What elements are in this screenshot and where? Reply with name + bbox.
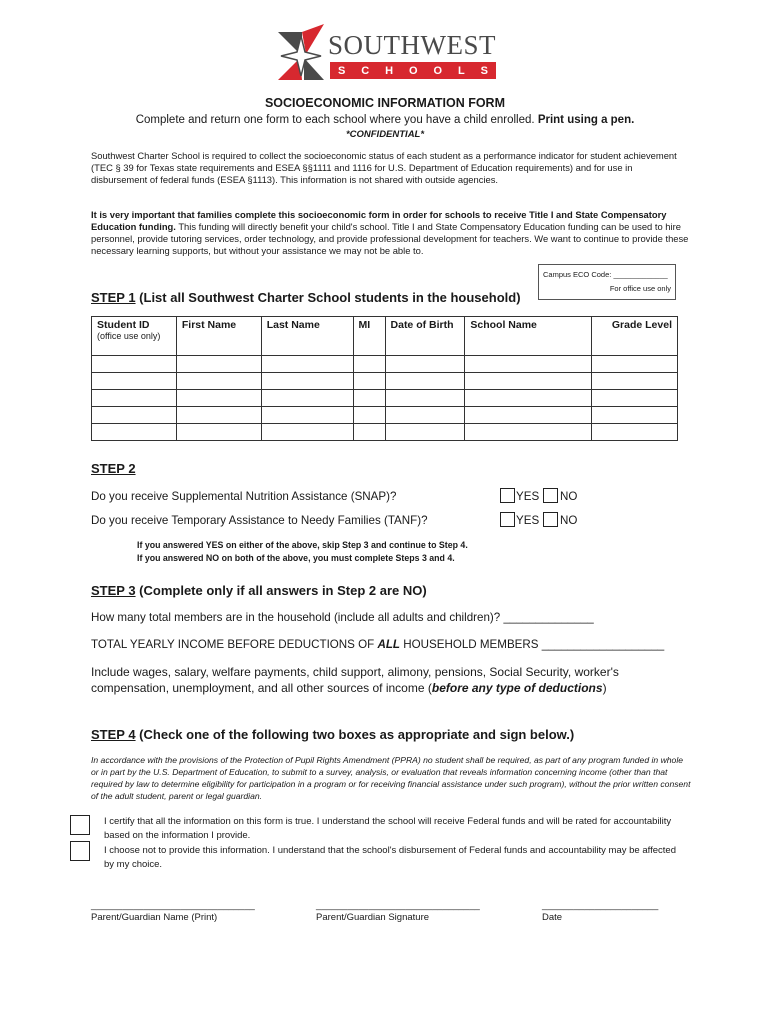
table-row xyxy=(92,407,678,424)
guardian-name-label: Parent/Guardian Name (Print) xyxy=(91,912,218,923)
logo-letter: S xyxy=(480,64,488,77)
table-row xyxy=(92,373,678,390)
table-cell[interactable] xyxy=(385,407,465,424)
table-cell[interactable] xyxy=(465,373,592,390)
step2-heading xyxy=(91,461,136,476)
table-cell[interactable] xyxy=(261,407,353,424)
household-income-field[interactable] xyxy=(91,638,664,651)
office-use-note: (office use only) xyxy=(97,331,161,341)
certify-option-text: I certify that all the information on this form is true. I understand the school will receive Federal funds and will be rated for accountability based on the information I provide. xyxy=(104,816,672,841)
certify-checkbox[interactable] xyxy=(70,815,90,835)
step4-text: (Check one of the following two boxes as appropriate and sign below.) xyxy=(135,727,575,742)
income-sources-emphasis: before any type of deductions xyxy=(431,681,603,695)
table-cell[interactable] xyxy=(592,373,678,390)
step4-heading xyxy=(91,727,574,742)
table-cell[interactable] xyxy=(465,356,592,373)
importance-paragraph xyxy=(91,209,691,257)
column-header: Grade Level xyxy=(592,317,678,356)
step4-label: STEP 4 xyxy=(91,727,136,742)
table-cell[interactable] xyxy=(385,424,465,441)
column-header: First Name xyxy=(176,317,261,356)
subtitle-bold: Print using a pen. xyxy=(537,114,635,126)
income-sources-main: Include wages, salary, welfare payments, child support, alimony, pensions, Social Security, worker's compensation, unemployment, and all other sources of income ( xyxy=(91,665,619,695)
table-cell[interactable] xyxy=(92,356,177,373)
table-cell[interactable] xyxy=(176,424,261,441)
snap-no-label: NO xyxy=(560,490,578,503)
logo-letter: O xyxy=(408,64,418,77)
table-cell[interactable] xyxy=(385,390,465,407)
guardian-signature-line[interactable]: _______________________________ xyxy=(316,900,480,911)
logo-letter: H xyxy=(385,64,394,77)
table-cell[interactable] xyxy=(592,390,678,407)
table-cell[interactable] xyxy=(92,407,177,424)
column-header: MI xyxy=(353,317,385,356)
table-cell[interactable] xyxy=(176,390,261,407)
eco-code-label: Campus ECO Code: _____________ xyxy=(543,270,668,279)
table-cell[interactable] xyxy=(385,373,465,390)
logo-letter: O xyxy=(433,64,443,77)
tanf-question: Do you receive Temporary Assistance to Needy Families (TANF)? xyxy=(91,514,428,527)
logo-name: SOUTHWEST xyxy=(328,30,496,60)
intro-paragraph: Southwest Charter School is required to collect the socioeconomic status of each student as a performance indicator for student achievement (TEC § 39 for Texas state requirements and ESEA §§1111 and 1116 for U.S. Department of Education requirements) and for use in disbursement of federal funds (ESEA §1113). This information is not shared with outside agencies. xyxy=(91,150,677,185)
table-cell[interactable] xyxy=(176,407,261,424)
income-sources-text xyxy=(91,664,691,696)
school-logo xyxy=(276,22,498,82)
table-cell[interactable] xyxy=(353,407,385,424)
decline-checkbox[interactable] xyxy=(70,841,90,861)
snap-question: Do you receive Supplemental Nutrition Assistance (SNAP)? xyxy=(91,490,397,503)
table-cell[interactable] xyxy=(261,373,353,390)
table-cell[interactable] xyxy=(92,390,177,407)
snap-no-checkbox[interactable] xyxy=(543,488,558,503)
tanf-no-checkbox[interactable] xyxy=(543,512,558,527)
step2-note-yes: If you answered YES on either of the above, skip Step 3 and continue to Step 4. xyxy=(137,540,468,550)
table-row xyxy=(92,356,678,373)
step1-label: STEP 1 xyxy=(91,290,136,305)
campus-eco-code-box[interactable] xyxy=(538,264,676,300)
snap-yes-checkbox[interactable] xyxy=(500,488,515,503)
subtitle-text: Complete and return one form to each school where you have a child enrolled. xyxy=(135,114,535,126)
income-text-pre: TOTAL YEARLY INCOME BEFORE DEDUCTIONS OF xyxy=(91,638,378,651)
ppra-legal-text: In accordance with the provisions of the Protection of Pupil Rights Amendment (PPRA) no student shall be required, as part of any program funded in whole or in part by the U.S. Department of Education, to submit to a survey, analysis, or evaluation that reveals information concerning income (other than that required by law to determine eligibility for participation in a program or for receiving financial assistance under such program), without the prior written consent of the adult student, parent or legal guardian. xyxy=(91,755,691,801)
column-header: School Name xyxy=(465,317,592,356)
table-cell[interactable] xyxy=(261,390,353,407)
logo-letter: S xyxy=(337,64,346,77)
step3-heading xyxy=(91,583,427,598)
table-cell[interactable] xyxy=(465,424,592,441)
income-text-post: HOUSEHOLD MEMBERS ___________________ xyxy=(400,638,665,651)
table-cell[interactable] xyxy=(176,373,261,390)
decline-option-text: I choose not to provide this information. I understand that the school's disbursement of Federal funds and accountability may be affected by my choice. xyxy=(104,845,676,870)
table-cell[interactable] xyxy=(261,424,353,441)
step2-label: STEP 2 xyxy=(91,461,136,476)
date-line[interactable]: ______________________ xyxy=(542,900,659,911)
step2-note-no: If you answered NO on both of the above, you must complete Steps 3 and 4. xyxy=(137,553,455,563)
column-header: Date of Birth xyxy=(385,317,465,356)
tanf-yes-checkbox[interactable] xyxy=(500,512,515,527)
column-header: Last Name xyxy=(261,317,353,356)
students-table xyxy=(91,316,678,441)
importance-rest: This funding will directly benefit your child's school. Title I and State Compensatory Education funding can be used to hire personnel, provide tutoring services, order technology, and provide professional development for teachers. We want to continue to provide these necessary learning supports, but without your assistance we may not be able to. xyxy=(91,221,689,256)
form-title: SOCIOECONOMIC INFORMATION FORM xyxy=(264,96,506,110)
income-sources-end: ) xyxy=(602,681,607,695)
guardian-signature-label: Parent/Guardian Signature xyxy=(316,912,430,923)
income-text-bold: ALL xyxy=(377,638,401,651)
logo-schools-band xyxy=(330,62,496,79)
table-row xyxy=(92,390,678,407)
date-label: Date xyxy=(542,912,563,923)
table-cell[interactable] xyxy=(261,356,353,373)
column-header-student-id: Student ID xyxy=(97,319,150,331)
step1-heading xyxy=(91,290,521,305)
table-row xyxy=(92,424,678,441)
table-cell[interactable] xyxy=(592,407,678,424)
step3-label: STEP 3 xyxy=(91,583,136,598)
table-cell[interactable] xyxy=(385,356,465,373)
star-logo-icon xyxy=(276,22,326,82)
table-cell[interactable] xyxy=(353,424,385,441)
table-cell[interactable] xyxy=(465,390,592,407)
step1-text: (List all Southwest Charter School students in the household) xyxy=(135,290,521,305)
logo-letter: L xyxy=(457,64,465,77)
household-members-question[interactable]: How many total members are in the household (include all adults and children)? ______________ xyxy=(91,611,594,624)
snap-yes-label: YES xyxy=(516,490,540,503)
table-header-row xyxy=(92,317,678,356)
table-cell[interactable] xyxy=(353,390,385,407)
form-subtitle xyxy=(0,114,770,126)
table-cell[interactable] xyxy=(592,356,678,373)
logo-letter: C xyxy=(361,64,370,77)
table-cell[interactable] xyxy=(592,424,678,441)
table-cell[interactable] xyxy=(176,356,261,373)
tanf-yes-label: YES xyxy=(516,514,540,527)
office-use-label: For office use only xyxy=(609,284,671,293)
table-cell[interactable] xyxy=(353,373,385,390)
table-cell[interactable] xyxy=(465,407,592,424)
confidential-label: *CONFIDENTIAL* xyxy=(345,129,425,140)
guardian-name-line[interactable]: _______________________________ xyxy=(91,900,255,911)
column-header xyxy=(92,317,177,356)
table-cell[interactable] xyxy=(92,373,177,390)
step3-text: (Complete only if all answers in Step 2 are NO) xyxy=(135,583,427,598)
table-cell[interactable] xyxy=(353,356,385,373)
table-cell[interactable] xyxy=(92,424,177,441)
tanf-no-label: NO xyxy=(560,514,578,527)
importance-bold: It is very important that families complete this socioeconomic form in order for schools to receive Title I and State Compensatory Education funding. xyxy=(91,209,667,232)
